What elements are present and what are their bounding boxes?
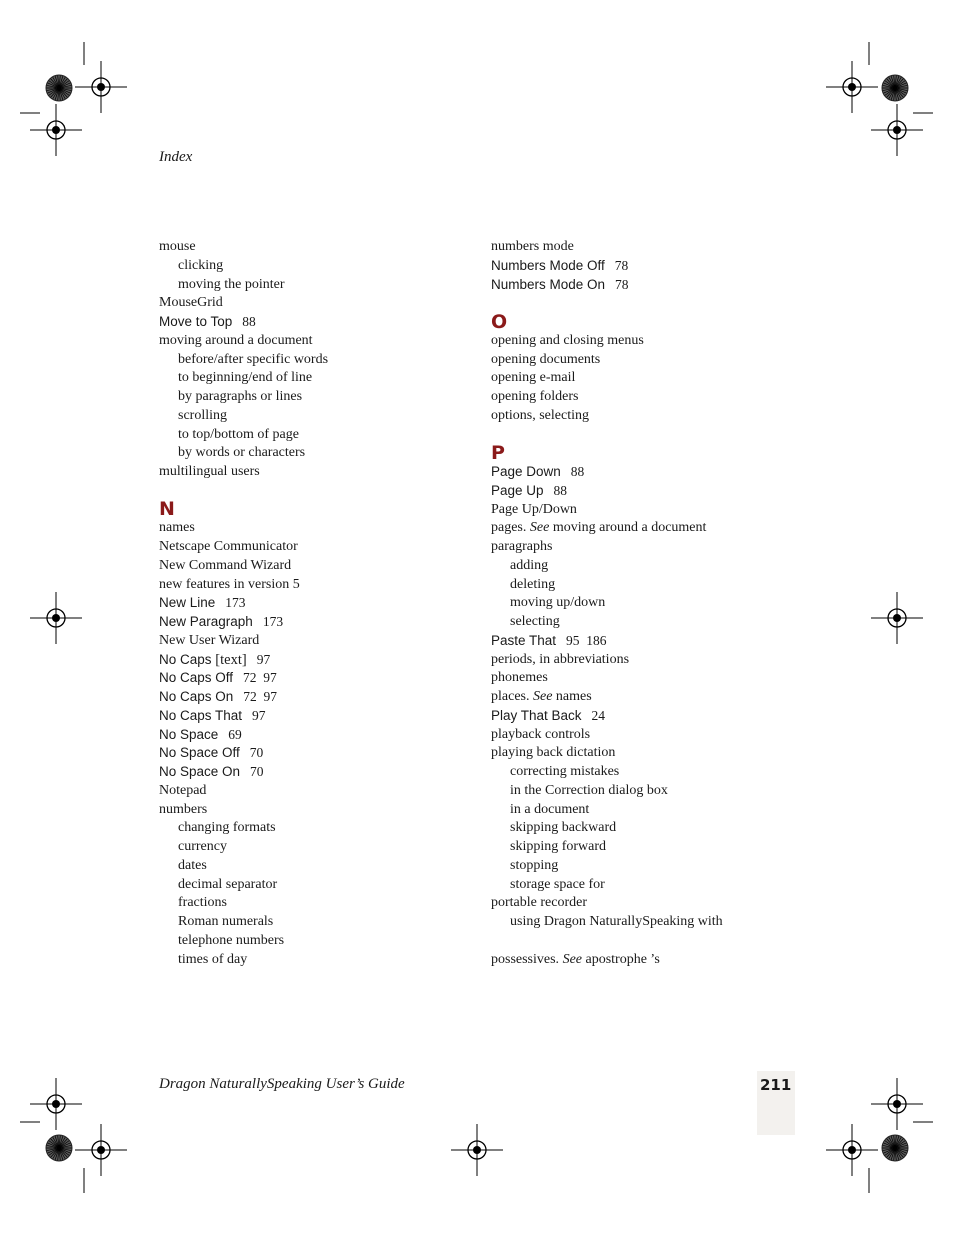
page-references: 173 xyxy=(225,595,246,611)
index-entry xyxy=(159,726,459,745)
index-entry xyxy=(491,276,811,295)
command-name: Numbers Mode On xyxy=(491,276,606,292)
entry-text: clicking xyxy=(178,257,224,273)
index-subentry xyxy=(491,763,811,782)
entry-text: numbers xyxy=(159,801,208,817)
index-entry xyxy=(159,557,459,576)
index-subentry xyxy=(491,819,811,838)
entry-text: portable recorder xyxy=(491,895,587,911)
page-references: 78 xyxy=(614,257,629,273)
entry-text: numbers mode xyxy=(491,239,574,254)
entry-text: changing formats xyxy=(178,820,276,836)
index-subentry xyxy=(159,351,459,370)
section-letter xyxy=(491,294,811,332)
page-references: 95 186 xyxy=(566,632,607,648)
entry-text: Netscape Communicator xyxy=(159,539,298,554)
index-subentry xyxy=(159,388,459,407)
command-variable: [text] xyxy=(215,651,247,668)
index-subentry xyxy=(159,838,459,857)
page-references: 69 xyxy=(228,726,242,742)
index-entry xyxy=(159,782,459,801)
entry-text: by words or characters xyxy=(178,445,306,461)
see-reference: See xyxy=(562,951,582,967)
entry-text: before/after specific words xyxy=(178,351,329,367)
entry-text: MouseGrid xyxy=(159,295,223,311)
page-references: 78 xyxy=(615,276,629,292)
entry-text: in the Correction dialog box xyxy=(510,782,668,798)
entry-text: phonemes xyxy=(491,670,548,686)
entry-text: deleting xyxy=(510,576,556,592)
entry-text: to beginning/end of line xyxy=(178,370,313,386)
command-name: Page Down xyxy=(491,464,561,479)
entry-text: fractions xyxy=(178,895,227,911)
entry-text: opening folders xyxy=(491,389,579,404)
index-entry xyxy=(159,632,459,651)
entry-text: correcting mistakes xyxy=(510,764,620,779)
entry-text: paragraphs xyxy=(491,539,553,554)
index-entry xyxy=(491,407,811,426)
index-entry xyxy=(159,594,459,613)
entry-text: opening e-mail xyxy=(491,370,576,386)
index-entry xyxy=(491,707,811,726)
page-number: 211 xyxy=(760,1076,792,1094)
index-subentry xyxy=(159,426,459,445)
index-entry xyxy=(159,613,459,632)
page-references: 24 xyxy=(591,707,606,723)
command-name: No Caps xyxy=(159,651,216,667)
index-subentry xyxy=(159,369,459,388)
index-entry xyxy=(159,463,459,482)
index-entry xyxy=(491,744,811,763)
index-subentry xyxy=(491,782,811,801)
entry-text: places. xyxy=(491,689,533,704)
entry-text: to top/bottom of page xyxy=(178,426,299,442)
entry-text: using Dragon NaturallySpeaking with xyxy=(510,914,723,929)
command-name: Page Up xyxy=(491,482,544,498)
index-subentry xyxy=(491,857,811,876)
command-name: New Line xyxy=(159,595,216,611)
index-subentry xyxy=(491,613,811,632)
entry-text: currency xyxy=(178,839,227,854)
entry-text: periods, in abbreviations xyxy=(491,651,630,667)
entry-text: scrolling xyxy=(178,407,227,423)
index-column-left xyxy=(159,238,459,969)
index-entry xyxy=(159,332,459,351)
index-subentry xyxy=(491,557,811,576)
page-references: 88 xyxy=(553,482,568,498)
index-entry xyxy=(491,463,811,482)
entry-text: storage space for xyxy=(510,876,605,892)
index-entry xyxy=(491,519,811,538)
command-name: No Space Off xyxy=(159,745,240,761)
command-name: No Space xyxy=(159,726,219,742)
page-references: 97 xyxy=(256,651,271,667)
index-entry xyxy=(159,294,459,313)
see-target: moving around a document xyxy=(549,520,707,536)
index-subentry xyxy=(491,838,811,857)
index-entry xyxy=(159,313,459,332)
entry-text: telephone numbers xyxy=(178,932,285,948)
section-letter-text: O xyxy=(491,310,508,333)
index-entry xyxy=(491,894,811,913)
entry-text: moving up/down xyxy=(510,595,606,611)
page-references: 70 xyxy=(249,745,264,761)
entry-text: by paragraphs or lines xyxy=(178,389,303,404)
index-entry xyxy=(491,632,811,651)
entry-text: mouse xyxy=(159,239,196,254)
entry-text: playing back dictation xyxy=(491,745,616,761)
entry-text: names xyxy=(159,520,195,536)
index-entry xyxy=(159,576,459,595)
section-letter xyxy=(491,426,811,464)
command-name: Move to Top xyxy=(159,314,233,329)
index-subentry xyxy=(159,951,459,970)
index-subentry xyxy=(491,594,811,613)
index-entry xyxy=(491,482,811,501)
entry-text: adding xyxy=(510,557,549,573)
command-name: No Caps Off xyxy=(159,670,234,686)
index-subentry xyxy=(491,913,811,932)
see-reference: See xyxy=(532,689,553,704)
see-reference: See xyxy=(529,520,550,536)
index-subentry xyxy=(491,876,811,895)
index-entry xyxy=(159,801,459,820)
entry-text: Roman numerals xyxy=(178,914,274,929)
index-entry xyxy=(491,332,811,351)
entry-text: selecting xyxy=(510,614,560,629)
index-entry xyxy=(491,351,811,370)
entry-text: stopping xyxy=(510,857,559,873)
index-subentry xyxy=(491,576,811,595)
index-entry xyxy=(159,519,459,538)
index-subentry xyxy=(159,894,459,913)
entry-text: decimal separator xyxy=(178,876,278,892)
entry-text: moving around a document xyxy=(159,332,313,348)
spacer xyxy=(491,932,811,951)
index-subentry xyxy=(159,407,459,426)
index-entry xyxy=(491,688,811,707)
entry-text: New Command Wizard xyxy=(159,557,292,573)
entry-text: skipping backward xyxy=(510,820,617,836)
command-name: No Caps That xyxy=(159,707,243,723)
entry-text: in a document xyxy=(510,801,590,817)
index-entry xyxy=(159,763,459,782)
page-references: 88 xyxy=(242,314,256,329)
index-subentry xyxy=(159,276,459,295)
page-references: 72 97 xyxy=(243,689,278,704)
index-entry xyxy=(159,688,459,707)
page-references: 97 xyxy=(252,707,266,723)
entry-text: Notepad xyxy=(159,782,207,798)
footer-book-title: Dragon NaturallySpeaking User’s Guide xyxy=(159,1076,405,1092)
command-name: No Space On xyxy=(159,764,241,779)
command-name: Numbers Mode Off xyxy=(491,257,605,273)
index-entry xyxy=(491,388,811,407)
index-entry xyxy=(159,651,459,670)
section-letter xyxy=(159,482,459,520)
entry-text: times of day xyxy=(178,951,248,967)
section-letter-text: P xyxy=(491,442,505,464)
section-letter-text: N xyxy=(159,498,175,521)
see-target: names xyxy=(552,689,592,704)
page-references: 88 xyxy=(570,464,585,479)
index-entry xyxy=(491,951,811,970)
index-entry xyxy=(491,238,811,257)
index-subentry xyxy=(159,913,459,932)
entry-text: options, selecting xyxy=(491,407,589,423)
index-subentry xyxy=(159,444,459,463)
running-header: Index xyxy=(159,149,193,165)
command-name: No Caps On xyxy=(159,689,234,704)
see-target: apostrophe ’s xyxy=(582,951,660,967)
command-name: Paste That xyxy=(491,632,557,648)
index-entry xyxy=(159,744,459,763)
index-subentry xyxy=(159,876,459,895)
entry-text: playback controls xyxy=(491,726,591,742)
index-subentry xyxy=(159,932,459,951)
page-references: 173 xyxy=(262,614,284,629)
index-entry xyxy=(491,538,811,557)
entry-text: opening and closing menus xyxy=(491,332,644,348)
command-name: Play That Back xyxy=(491,707,582,723)
index-entry xyxy=(159,707,459,726)
entry-text: moving the pointer xyxy=(178,276,285,292)
index-entry xyxy=(491,501,811,520)
entry-text: Page Up/Down xyxy=(491,501,577,517)
index-entry xyxy=(491,651,811,670)
index-subentry xyxy=(491,801,811,820)
index-subentry xyxy=(159,819,459,838)
index-entry xyxy=(491,726,811,745)
entry-text: pages. xyxy=(491,520,530,536)
page-references: 70 xyxy=(250,764,264,779)
entry-text: multilingual users xyxy=(159,464,260,479)
index-column-right xyxy=(491,238,811,969)
entry-text: opening documents xyxy=(491,351,601,367)
entry-text: dates xyxy=(178,857,207,873)
index-entry xyxy=(159,238,459,257)
command-name: New Paragraph xyxy=(159,614,253,629)
index-entry xyxy=(491,257,811,276)
index-entry xyxy=(491,669,811,688)
entry-text: New User Wizard xyxy=(159,632,260,648)
index-entry xyxy=(159,669,459,688)
entry-text: possessives. xyxy=(491,951,563,967)
index-subentry xyxy=(159,257,459,276)
index-entry xyxy=(159,538,459,557)
page-references: 72 97 xyxy=(243,670,277,686)
index-entry xyxy=(491,369,811,388)
index-subentry xyxy=(159,857,459,876)
entry-text: new features in version 5 xyxy=(159,576,300,592)
entry-text: skipping forward xyxy=(510,839,607,854)
